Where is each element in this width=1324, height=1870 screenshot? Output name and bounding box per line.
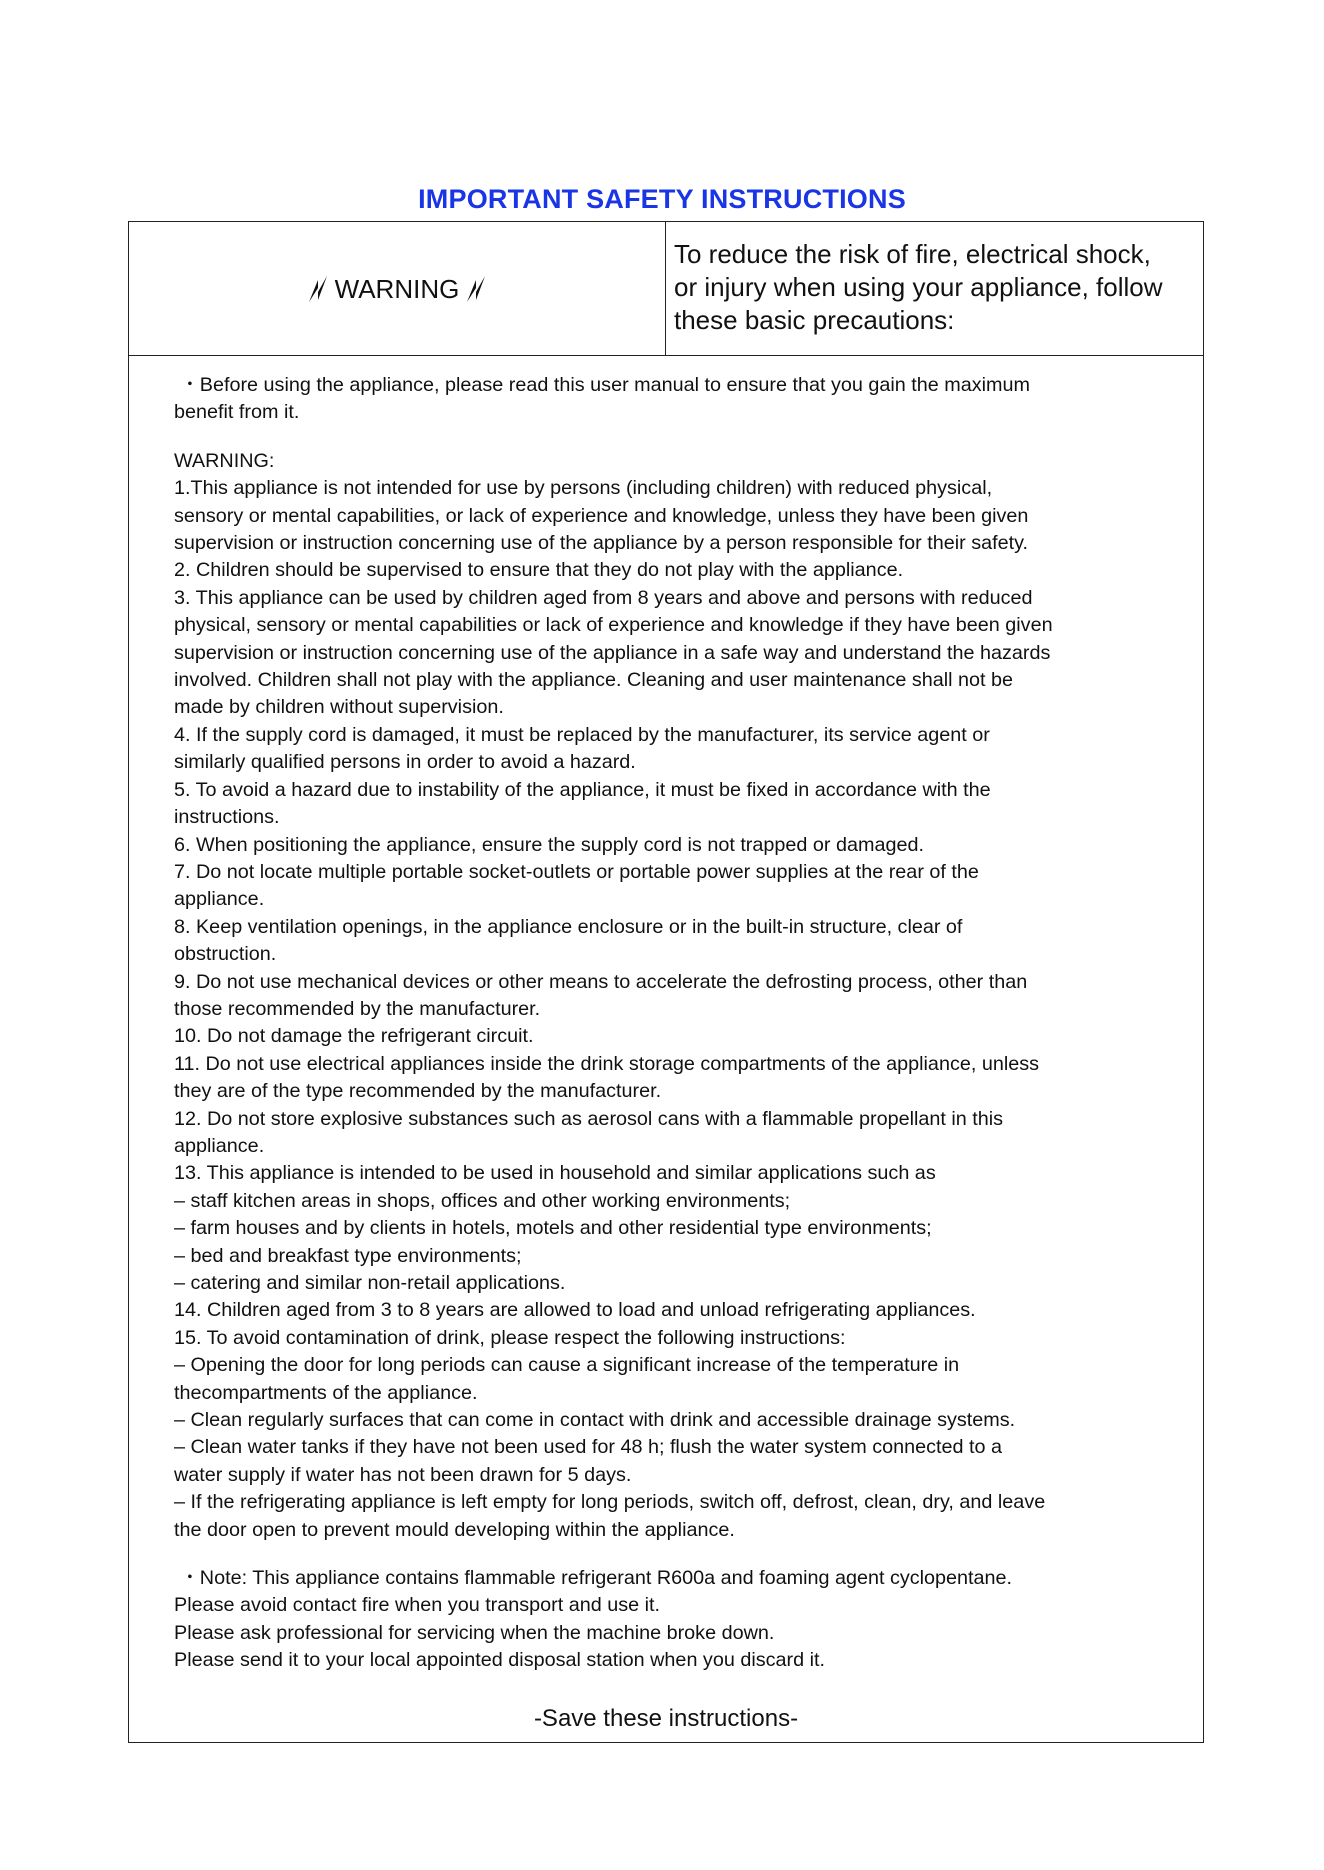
warning-line: supervision or instruction concerning use of the appliance in a safe way and understand the hazards [174, 641, 1051, 664]
precaution-line: To reduce the risk of fire, electrical shock, [674, 239, 1151, 269]
warning-line: – Clean regularly surfaces that can come in contact with drink and accessible drainage systems. [174, 1409, 1016, 1432]
warning-line: 5. To avoid a hazard due to instability of the appliance, it must be fixed in accordance with the [174, 778, 991, 801]
note-line: Please ask professional for servicing when the machine broke down. [174, 1621, 775, 1644]
warning-line: – bed and breakfast type environments; [174, 1244, 522, 1267]
precaution-line: or injury when using your appliance, follow [674, 272, 1163, 302]
warning-line: 2. Children should be supervised to ensure that they do not play with the appliance. [174, 559, 904, 582]
intro-line: benefit from it. [174, 401, 300, 424]
instructions-frame [128, 221, 1204, 1743]
warning-line: appliance. [174, 888, 265, 911]
warning-line: instructions. [174, 806, 280, 829]
warning-line: obstruction. [174, 943, 277, 966]
warning-line: 14. Children aged from 3 to 8 years are allowed to load and unload refrigerating appliances. [174, 1299, 976, 1322]
warning-line: – staff kitchen areas in shops, offices and other working environments; [174, 1189, 791, 1212]
save-instructions-footer: -Save these instructions- [533, 1705, 799, 1732]
warning-line: – farm houses and by clients in hotels, motels and other residential type environments; [174, 1217, 932, 1240]
note-line: Please avoid contact fire when you transport and use it. [174, 1594, 661, 1617]
instructions-body [174, 372, 1184, 1675]
warning-heading [305, 274, 490, 304]
warning-line: the door open to prevent mould developing within the appliance. [174, 1518, 735, 1541]
note-paragraph [174, 1565, 1184, 1675]
precaution-line: these basic precautions: [674, 305, 955, 335]
note-line: Please send it to your local appointed disposal station when you discard it. [174, 1649, 825, 1672]
warning-label: WARNING [334, 273, 460, 304]
warning-line: made by children without supervision. [174, 696, 504, 719]
warning-line: 8. Keep ventilation openings, in the appliance enclosure or in the built-in structure, clear of [174, 915, 963, 938]
warning-line: 13. This appliance is intended to be used in household and similar applications such as [174, 1162, 936, 1185]
warning-line: sensory or mental capabilities, or lack of experience and knowledge, unless they have been given [174, 504, 1029, 527]
warning-line: 10. Do not damage the refrigerant circuit. [174, 1025, 534, 1048]
warning-line: 1.This appliance is not intended for use by persons (including children) with reduced physical, [174, 477, 993, 500]
warning-line: – catering and similar non-retail applications. [174, 1272, 566, 1294]
precautions-cell [666, 222, 1203, 355]
warning-line: – Clean water tanks if they have not been used for 48 h; flush the water system connected to a [174, 1436, 1003, 1459]
warning-line: 7. Do not locate multiple portable socket-outlets or portable power supplies at the rear of the [174, 860, 979, 883]
header-row [129, 222, 1203, 356]
warning-cell [129, 222, 666, 355]
warning-line: 12. Do not store explosive substances such as aerosol cans with a flammable propellant in this [174, 1107, 1004, 1130]
warning-line: they are of the type recommended by the manufacturer. [174, 1080, 662, 1103]
lightning-bolt-icon [305, 274, 331, 304]
warning-line: 6. When positioning the appliance, ensure the supply cord is not trapped or damaged. [174, 833, 924, 856]
warning-line: supervision or instruction concerning use of the appliance by a person responsible for their safety. [174, 532, 1029, 555]
warning-section [174, 448, 1184, 1544]
warning-line: appliance. [174, 1134, 265, 1157]
warning-line: water supply if water has not been drawn for 5 days. [174, 1463, 632, 1486]
warning-line: those recommended by the manufacturer. [174, 997, 541, 1020]
intro-paragraph [174, 372, 1184, 427]
warning-line: – If the refrigerating appliance is left empty for long periods, switch off, defrost, clean, dry, and leave [174, 1491, 1046, 1514]
page-title: IMPORTANT SAFETY INSTRUCTIONS [418, 184, 906, 214]
warning-line: 9. Do not use mechanical devices or other means to accelerate the defrosting process, other than [174, 970, 1028, 993]
note-line: ・Note: This appliance contains flammable refrigerant R600a and foaming agent cyclopentane. [180, 1567, 1013, 1590]
warning-line: 15. To avoid contamination of drink, please respect the following instructions: [174, 1326, 846, 1349]
warning-line: 11. Do not use electrical appliances inside the drink storage compartments of the appliance, unless [174, 1052, 1040, 1075]
warning-line: 3. This appliance can be used by children aged from 8 years and above and persons with reduced [174, 586, 1033, 609]
warning-line: – Opening the door for long periods can cause a significant increase of the temperature in [174, 1354, 960, 1377]
warning-line: similarly qualified persons in order to avoid a hazard. [174, 751, 636, 774]
warning-section-heading: WARNING: [174, 449, 275, 472]
warning-line: 4. If the supply cord is damaged, it must be replaced by the manufacturer, its service agent or [174, 723, 990, 746]
warning-line: physical, sensory or mental capabilities or lack of experience and knowledge if they have been given [174, 614, 1053, 637]
warning-line: thecompartments of the appliance. [174, 1381, 478, 1404]
lightning-bolt-icon [463, 274, 489, 304]
intro-line: ・Before using the appliance, please read this user manual to ensure that you gain the maximum [180, 374, 1030, 396]
warning-line: involved. Children shall not play with the appliance. Cleaning and user maintenance shall not be [174, 669, 1014, 692]
